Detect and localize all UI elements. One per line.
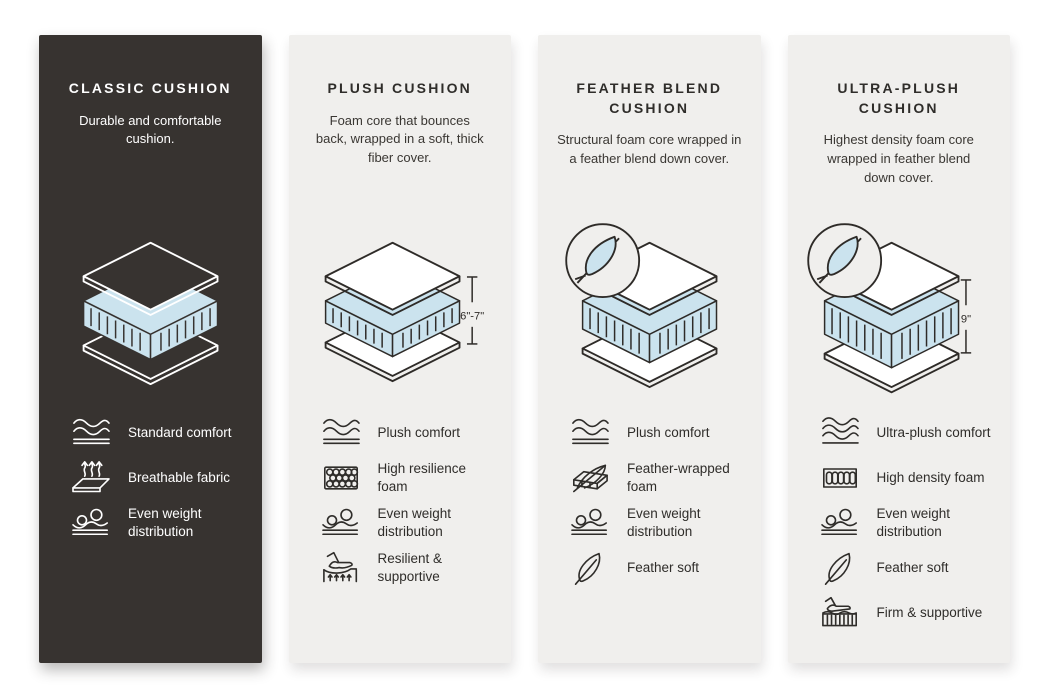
feature-label: Ultra-plush comfort — [876, 425, 991, 441]
ultra-comfort-waves-icon — [817, 415, 863, 451]
height-measurement-label: 6"-7" — [459, 310, 484, 323]
feature-row — [817, 460, 993, 496]
layered-cushion-diagram-icon — [806, 213, 992, 399]
feature-list — [305, 415, 496, 586]
feature-row — [567, 505, 743, 541]
feature-label: Even weight distribution — [627, 506, 701, 539]
feather-soft-icon — [817, 550, 863, 586]
density-foam-icon — [817, 460, 863, 496]
feather-badge — [566, 224, 639, 297]
panel-title: FEATHER BLEND CUSHION — [576, 80, 723, 116]
panel-header — [55, 79, 246, 197]
cushion-illustration — [554, 197, 745, 415]
panel-description: Foam core that bounces back, wrapped in a soft, thick fiber cover. — [315, 112, 484, 166]
firm-supportive-icon — [817, 595, 863, 631]
feature-label: Resilient & supportive — [377, 551, 443, 584]
feather-wrapped-foam-icon — [567, 460, 613, 496]
panel-title: ULTRA-PLUSH CUSHION — [837, 80, 961, 116]
comfort-waves-icon — [68, 415, 114, 451]
breathable-fabric-icon — [68, 460, 114, 496]
feature-label: Feather soft — [627, 560, 700, 576]
feature-label: Even weight distribution — [377, 506, 452, 539]
even-weight-icon — [817, 505, 863, 541]
feature-row — [567, 415, 743, 451]
feature-row — [318, 550, 494, 586]
panel-header — [554, 79, 745, 197]
resilient-supportive-icon — [318, 550, 364, 586]
cushion-illustration — [804, 197, 995, 415]
panel-title: PLUSH CUSHION — [327, 80, 472, 96]
feature-row — [68, 460, 244, 496]
feature-label: Even weight distribution — [876, 506, 951, 539]
layered-cushion-diagram-icon — [564, 213, 735, 399]
resilience-foam-icon — [318, 460, 364, 496]
layered-cushion-diagram-icon — [65, 213, 236, 399]
feature-row — [68, 505, 244, 541]
feature-row — [567, 550, 743, 586]
feature-list — [554, 415, 745, 586]
cushion-illustration — [55, 197, 246, 415]
panel-ultra-plush-cushion — [788, 35, 1011, 663]
even-weight-icon — [68, 505, 114, 541]
panel-header — [305, 79, 496, 197]
feather-badge — [808, 224, 881, 297]
feature-label: Even weight distribution — [128, 506, 202, 539]
feature-label: Plush comfort — [627, 425, 710, 441]
feature-label: Plush comfort — [377, 425, 461, 441]
feature-label: Firm & supportive — [876, 605, 983, 621]
feature-list — [804, 415, 995, 631]
height-measurement-label: 9" — [960, 313, 971, 326]
feature-row — [817, 550, 993, 586]
panel-feather-blend-cushion — [538, 35, 761, 663]
feature-row — [318, 415, 494, 451]
even-weight-icon — [318, 505, 364, 541]
feature-list — [55, 415, 246, 541]
feature-row — [817, 415, 993, 451]
panel-classic-cushion — [39, 35, 262, 663]
feature-row — [817, 505, 993, 541]
feature-row — [318, 460, 494, 496]
feature-label: High density foam — [876, 470, 985, 486]
panel-description: Structural foam core wrapped in a feather blend down cover. — [557, 132, 742, 167]
panel-description: Highest density foam core wrapped in feather blend down cover. — [823, 132, 974, 185]
feature-label: Standard comfort — [128, 425, 232, 441]
feature-label: Feather-wrapped foam — [627, 461, 730, 494]
panel-description: Durable and comfortable cushion. — [79, 112, 222, 147]
panel-plush-cushion — [289, 35, 512, 663]
even-weight-icon — [567, 505, 613, 541]
cushion-illustration — [305, 197, 496, 415]
comfort-waves-icon — [318, 415, 364, 451]
feature-row — [318, 505, 494, 541]
panel-title: CLASSIC CUSHION — [68, 80, 232, 96]
feather-soft-icon — [567, 550, 613, 586]
feature-label: Feather soft — [876, 560, 949, 576]
comfort-waves-icon — [567, 415, 613, 451]
feature-row — [68, 415, 244, 451]
feature-row — [567, 460, 743, 496]
feature-row — [817, 595, 993, 631]
panel-header — [804, 79, 995, 197]
feature-label: High resilience foam — [377, 461, 467, 494]
layered-cushion-diagram-icon — [307, 213, 493, 399]
feature-label: Breathable fabric — [128, 470, 231, 486]
